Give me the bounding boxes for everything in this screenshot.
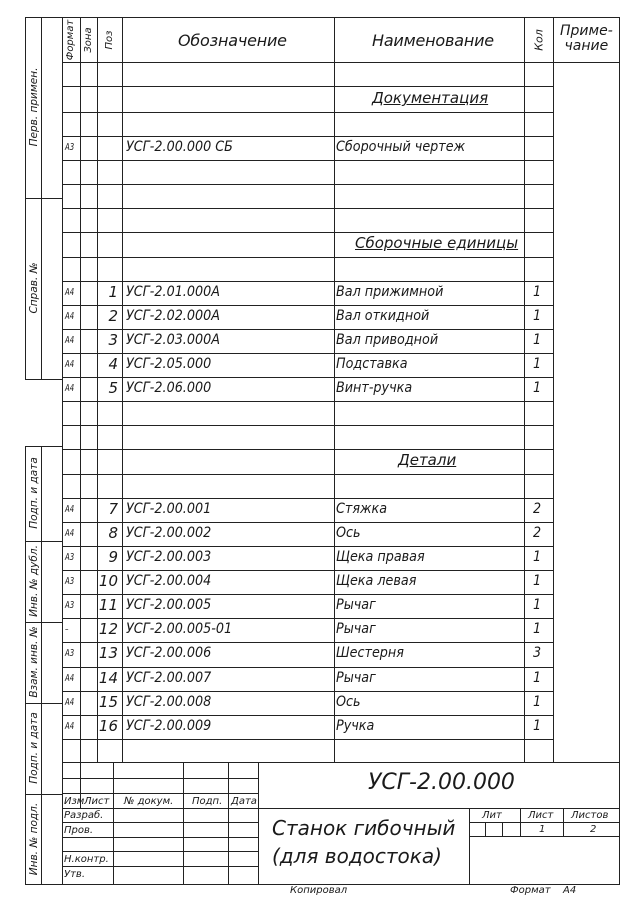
row-line [62, 353, 553, 354]
row-name: Ось [336, 525, 361, 541]
row-line [62, 642, 553, 643]
header-pos: Поз [104, 30, 115, 50]
tb-right-col [469, 808, 470, 885]
row-pos: 13 [98, 644, 118, 662]
frame-left [62, 17, 63, 885]
row-pos: 11 [98, 596, 118, 614]
row-pos: 8 [108, 524, 118, 542]
tb-izm: Изм [64, 796, 85, 807]
row-designation: УСГ-2.02.000А [126, 308, 220, 324]
header-bottom [62, 62, 620, 63]
tb-prov: Пров. [64, 825, 94, 836]
row-name: Рычаг [336, 597, 376, 613]
row-qty: 1 [533, 573, 542, 589]
tb-listov-val: 2 [590, 824, 597, 835]
tb-right-row [469, 836, 620, 837]
row-line [62, 281, 553, 282]
row-pos: 5 [108, 379, 118, 397]
row-line [62, 401, 553, 402]
tb-left-col [113, 762, 114, 885]
row-pos: 3 [108, 331, 118, 349]
row-name: Подставка [336, 356, 408, 372]
row-designation: УСГ-2.05.000 [126, 356, 212, 372]
row-designation: УСГ-2.00.003 [126, 549, 212, 565]
row-pos: 1 [108, 283, 118, 301]
side-div [25, 541, 63, 542]
row-line [62, 232, 553, 233]
row-qty: 1 [533, 332, 542, 348]
row-pos: 2 [108, 307, 118, 325]
row-qty: 1 [533, 621, 542, 637]
row-qty: 2 [533, 525, 542, 541]
header-qty: Кол [532, 29, 546, 51]
row-format: A4 [65, 359, 75, 370]
side-label-inv-podl: Инв. № подл. [27, 802, 40, 876]
frame-top [62, 17, 620, 18]
row-qty: 1 [533, 308, 542, 324]
side-div [25, 794, 63, 795]
row-format: A4 [65, 383, 75, 394]
row-designation: УСГ-2.00.005 [126, 597, 212, 613]
footer-format-label: Формат [510, 885, 551, 896]
row-line [62, 112, 553, 113]
row-name: Стяжка [336, 501, 388, 517]
row-pos: 14 [98, 669, 118, 687]
row-name: Ось [336, 694, 361, 710]
row-designation: УСГ-2.06.000 [126, 380, 212, 396]
row-qty: 3 [533, 645, 542, 661]
row-name: Рычаг [336, 621, 376, 637]
row-line [62, 136, 553, 137]
row-format: A3 [65, 648, 75, 659]
row-name: Рычаг [336, 670, 376, 686]
row-line [62, 160, 553, 161]
row-format: A4 [65, 287, 75, 298]
row-name: Щека левая [336, 573, 417, 589]
side-label-sprav-no: Справ. № [27, 262, 40, 314]
row-designation: УСГ-2.00.009 [126, 718, 212, 734]
row-designation: УСГ-2.00.004 [126, 573, 212, 589]
col-line-qty [553, 17, 554, 762]
header-zone: Зона [83, 27, 94, 53]
side-label-podp-data-2: Подп. и дата [27, 712, 40, 784]
col-line-designation [334, 17, 335, 762]
row-designation: УСГ-2.00.000 СБ [126, 139, 233, 155]
header-name: Наименование [372, 31, 494, 50]
row-line [62, 329, 553, 330]
row-pos: 15 [98, 693, 118, 711]
tb-doc-number: УСГ-2.00.000 [368, 770, 515, 795]
row-line [62, 739, 553, 740]
row-designation: УСГ-2.00.006 [126, 645, 212, 661]
tb-title-line2: (для водостока) [272, 844, 442, 868]
row-name: Ручка [336, 718, 375, 734]
row-format: A4 [65, 311, 75, 322]
row-qty: 1 [533, 549, 542, 565]
side-div [25, 622, 63, 623]
row-line [62, 184, 553, 185]
side-div [25, 17, 63, 18]
section-assemblies: Сборочные единицы [355, 234, 519, 252]
row-format: A4 [65, 528, 75, 539]
row-qty: 1 [533, 284, 542, 300]
row-qty: 2 [533, 501, 542, 517]
row-qty: 1 [533, 380, 542, 396]
tb-mid [258, 808, 620, 809]
tb-data: Дата [231, 796, 257, 807]
row-format: A4 [65, 673, 75, 684]
row-line [62, 425, 553, 426]
row-name: Винт-ручка [336, 380, 413, 396]
header-designation: Обозначение [178, 31, 287, 50]
side-label-vzam-inv: Взам. инв. № [27, 626, 40, 698]
row-designation: УСГ-2.03.000А [126, 332, 220, 348]
row-format: A4 [65, 335, 75, 346]
row-format: A3 [65, 576, 75, 587]
row-qty: 1 [533, 694, 542, 710]
row-format: – [65, 624, 69, 635]
side-div [25, 198, 63, 199]
row-qty: 1 [533, 356, 542, 372]
row-format: A4 [65, 697, 75, 708]
row-line [62, 522, 553, 523]
row-line [62, 618, 553, 619]
row-line [62, 594, 553, 595]
tb-lit: Лит [482, 810, 502, 821]
row-line [62, 377, 553, 378]
row-designation: УСГ-2.00.001 [126, 501, 212, 517]
col-line-format [80, 17, 81, 762]
row-designation: УСГ-2.00.002 [126, 525, 212, 541]
row-format: A4 [65, 721, 75, 732]
row-designation: УСГ-2.01.000А [126, 284, 220, 300]
footer-format-val: A4 [563, 885, 577, 896]
row-line [62, 667, 553, 668]
tb-left-col [183, 762, 184, 885]
row-pos: 16 [98, 717, 118, 735]
row-name: Щека правая [336, 549, 425, 565]
tb-utv: Утв. [64, 869, 85, 880]
header-format: Формат [65, 19, 76, 61]
row-qty: 1 [533, 718, 542, 734]
row-qty: 1 [533, 670, 542, 686]
row-designation: УСГ-2.00.005-01 [126, 621, 233, 637]
tb-list-val: 1 [539, 824, 546, 835]
row-line [62, 570, 553, 571]
tb-lit-cell [485, 822, 486, 836]
side-div [25, 703, 63, 704]
row-pos: 12 [98, 620, 118, 638]
frame-right [619, 17, 620, 885]
row-line [62, 691, 553, 692]
tb-title-line1: Станок гибочный [272, 816, 456, 840]
tb-left-col [228, 762, 229, 885]
tb-lit-cell [502, 822, 503, 836]
row-pos: 4 [108, 355, 118, 373]
side-label-podp-data: Подп. и дата [27, 457, 40, 529]
tb-vline [258, 762, 259, 885]
row-name: Вал приводной [336, 332, 439, 348]
side-strip-inner2 [41, 446, 42, 885]
row-pos: 9 [108, 548, 118, 566]
row-line [62, 715, 553, 716]
section-documentation: Документация [372, 89, 489, 107]
row-format: A4 [65, 504, 75, 515]
row-pos: 10 [98, 572, 118, 590]
tb-doc-no: № докум. [124, 796, 174, 807]
tb-razrab: Разраб. [64, 810, 104, 821]
row-line [62, 305, 553, 306]
side-strip-left2 [25, 446, 26, 885]
tb-top [62, 762, 620, 763]
row-format: A3 [65, 600, 75, 611]
row-name: Шестерня [336, 645, 404, 661]
side-div [25, 446, 63, 447]
row-line [62, 498, 553, 499]
tb-right-row [469, 822, 620, 823]
row-line [62, 257, 553, 258]
row-name: Вал откидной [336, 308, 430, 324]
row-format: A3 [65, 142, 75, 153]
row-line [62, 86, 553, 87]
tb-list: Лист [84, 796, 110, 807]
tb-list-col: Лист [528, 810, 554, 821]
row-designation: УСГ-2.00.008 [126, 694, 212, 710]
row-pos: 7 [108, 500, 118, 518]
row-qty: 1 [533, 597, 542, 613]
footer-kopiroval: Копировал [290, 885, 348, 896]
col-line-name [524, 17, 525, 762]
row-format: A3 [65, 552, 75, 563]
side-label-inv-dubl: Инв. № дубл. [27, 545, 40, 617]
side-label-perv-primen: Перв. примен. [27, 67, 40, 147]
row-line [62, 546, 553, 547]
row-line [62, 474, 553, 475]
row-name: Вал прижимной [336, 284, 444, 300]
tb-listov: Листов [571, 810, 609, 821]
tb-podp: Подп. [192, 796, 223, 807]
row-line [62, 208, 553, 209]
header-note: Приме- чание [560, 23, 613, 54]
tb-n-kontr: Н.контр. [64, 854, 109, 865]
row-line [62, 449, 553, 450]
section-parts: Детали [398, 451, 457, 469]
col-line-pos [122, 17, 123, 762]
side-div [25, 379, 63, 380]
row-name: Сборочный чертеж [336, 139, 466, 155]
row-designation: УСГ-2.00.007 [126, 670, 212, 686]
